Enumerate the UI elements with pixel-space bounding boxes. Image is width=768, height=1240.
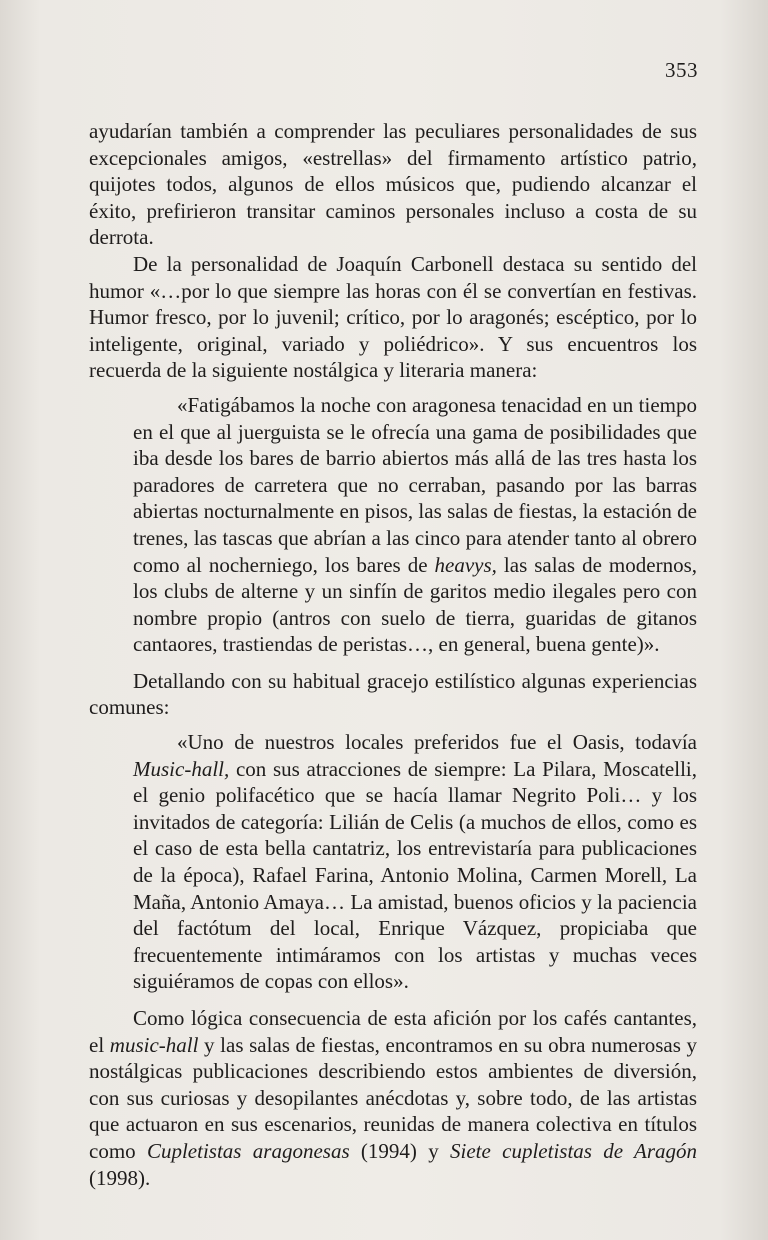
quote-2-text-b: con sus atracciones de siempre: La Pilara, Moscatelli, el genio polifacético que se hacía llamar Negrito Poli… y los invitados de categoría: Lilián de Celis (a muchos de ellos, como es el caso de esta bella cantatriz, los entrevistaría para publicaciones de la época), Rafael Farina, Antonio Molina, Carmen Morell, La Maña, Antonio Amaya… La amistad, buenos oficios y la paciencia del factótum del local, Enrique Vázquez, propiciaba que frecuentemente intimáramos con los artistas y muchas veces siguiéramos de copas con ellos». [133,756,697,994]
quote-1-text-a: «Fatigábamos la noche con aragonesa tenacidad en un tiempo en el que al juerguista se le ofrecía una gama de posibilidades que iba desde los bares de barrio abiertos más allá de las tres hasta los paradores de carretera que no cerraban, pasando por las barras abiertas nocturnalmente en pisos, las salas de fiestas, la estación de trenes, las tascas que abrían a las cinco para atender tanto al obrero como al nocherniego, los bares de [133,392,697,577]
paragraph-4-text-a: Como lógica consecuencia de esta afición por los cafés cantantes, el [89,1006,697,1057]
quote-1-italic: heavys, [434,552,497,577]
paragraph-4-text-b: y las salas de fiestas, encontramos en su obra numerosas y nostálgicas publicaciones describiendo estos ambientes de diversión, con sus curiosas y desopilantes anécdotas y, sobre todo, de las artistas que actuaron en sus escenarios, reunidas de manera colectiva en títulos como [89,1032,697,1163]
paragraph-4 [89,1005,697,1191]
paragraph-4-italic-1: music-hall [109,1032,199,1057]
block-quote-1 [133,392,697,658]
paragraph-4-italic-3: Siete cupletistas de Aragón [450,1138,697,1163]
paragraph-2: De la personalidad de Joaquín Carbonell destaca su sentido del humor «…por lo que siempre las horas con él se convertían en festivas. Humor fresco, por lo juvenil; crítico, por lo aragonés; escéptico, por lo inteligente, original, variado y poliédrico». Y sus encuentros los recuerda de la siguiente nostálgica y literaria manera: [89,251,697,383]
page-number: 353 [665,58,698,82]
paragraph-3: Detallando con su habitual gracejo estilístico algunas experiencias comunes: [89,668,697,720]
quote-2-text-a: «Uno de nuestros locales preferidos fue el Oasis, todavía [177,730,697,755]
body-text [89,118,697,1191]
paragraph-4-text-d: (1998). [89,1165,151,1190]
block-quote-2 [133,729,697,995]
quote-2-italic: Music-hall, [133,756,230,781]
paragraph-1: ayudarían también a comprender las peculiares personalidades de sus excepcionales amigos, «estrellas» del firmamento artístico patrio, quijotes todos, algunos de ellos músicos que, pudiendo alcanzar el éxito, prefirieron transitar caminos personales incluso a costa de su derrota. [89,119,697,250]
paragraph-4-italic-2: Cupletistas aragonesas [146,1138,350,1163]
quote-1-text-b: las salas de modernos, los clubs de alterne y un sinfín de garitos medio ilegales pero con nombre propio (antros con suelo de tierra, guaridas de gitanos cantaores, trastiendas de peristas…, en general, buena gente)». [133,552,697,657]
paragraph-4-text-c: (1994) y [349,1138,451,1163]
